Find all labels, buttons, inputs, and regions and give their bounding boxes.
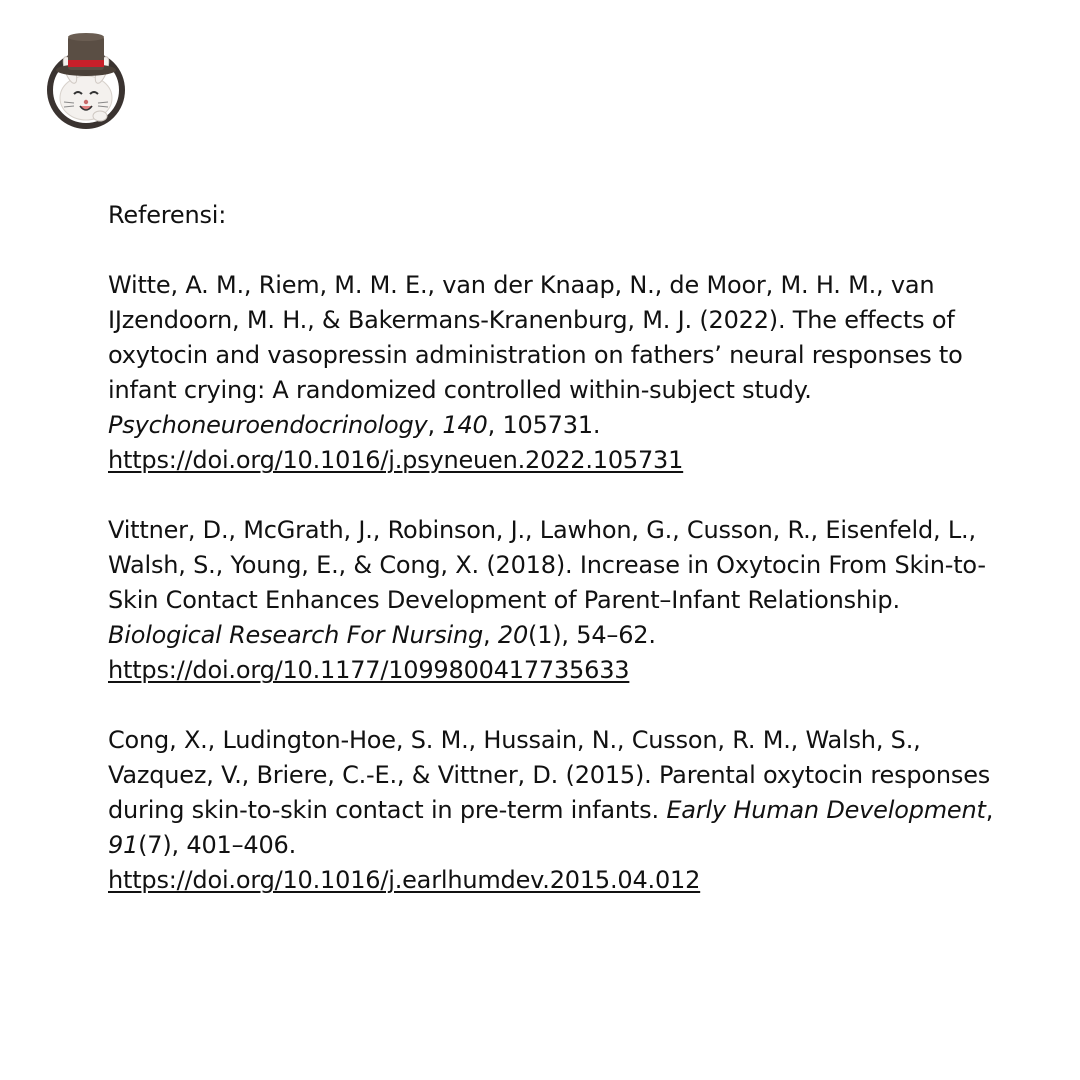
reference-doi-link[interactable]: https://doi.org/10.1016/j.earlhumdev.2015.04.012: [108, 866, 701, 894]
reference-citation: Cong, X., Ludington-Hoe, S. M., Hussain, N., Cusson, R. M., Walsh, S., Vazquez, V., Briere, C.-E., & Vittner, D. (2015). Parental oxytocin responses during skin-to-skin contact in pre-term infants.: [108, 726, 991, 824]
references-section: [108, 198, 1008, 933]
reference-citation: Vittner, D., McGrath, J., Robinson, J., Lawhon, G., Cusson, R., Eisenfeld, L., Walsh, S., Young, E., & Cong, X. (2018). Increase in Oxytocin From Skin-to-Skin Contact Enhances Development of Parent–Infant Relationship.: [108, 516, 986, 614]
reference-doi-link[interactable]: https://doi.org/10.1177/1099800417735633: [108, 656, 630, 684]
rabbit-hole-logo-icon: [36, 30, 136, 148]
reference-journal: Biological Research For Nursing: [108, 621, 484, 649]
reference-separator: ,: [985, 796, 994, 824]
reference-item: [108, 513, 1008, 688]
reference-separator: ,: [483, 621, 498, 649]
reference-doi-link[interactable]: https://doi.org/10.1016/j.psyneuen.2022.105731: [108, 446, 684, 474]
reference-volume: 91: [108, 831, 139, 859]
reference-item: [108, 723, 1008, 898]
reference-pages: (1), 54–62.: [528, 621, 656, 649]
reference-separator: ,: [427, 411, 443, 439]
rabbit-hole-logo: [36, 30, 136, 148]
references-heading: Referensi:: [108, 201, 227, 229]
reference-volume: 20: [497, 621, 529, 649]
reference-journal: Early Human Development: [666, 796, 986, 824]
reference-pages: (7), 401–406.: [138, 831, 297, 859]
reference-item: [108, 268, 1008, 478]
reference-journal: Psychoneuroendocrinology: [108, 411, 428, 439]
reference-pages: , 105731.: [487, 411, 601, 439]
reference-volume: 140: [442, 411, 488, 439]
reference-citation: Witte, A. M., Riem, M. M. E., van der Knaap, N., de Moor, M. H. M., van IJzendoorn, M. H., & Bakermans-Kranenburg, M. J. (2022). The effects of oxytocin and vasopressin administration on fathers’ neural responses to infant crying: A randomized controlled within-subject study.: [108, 271, 963, 404]
